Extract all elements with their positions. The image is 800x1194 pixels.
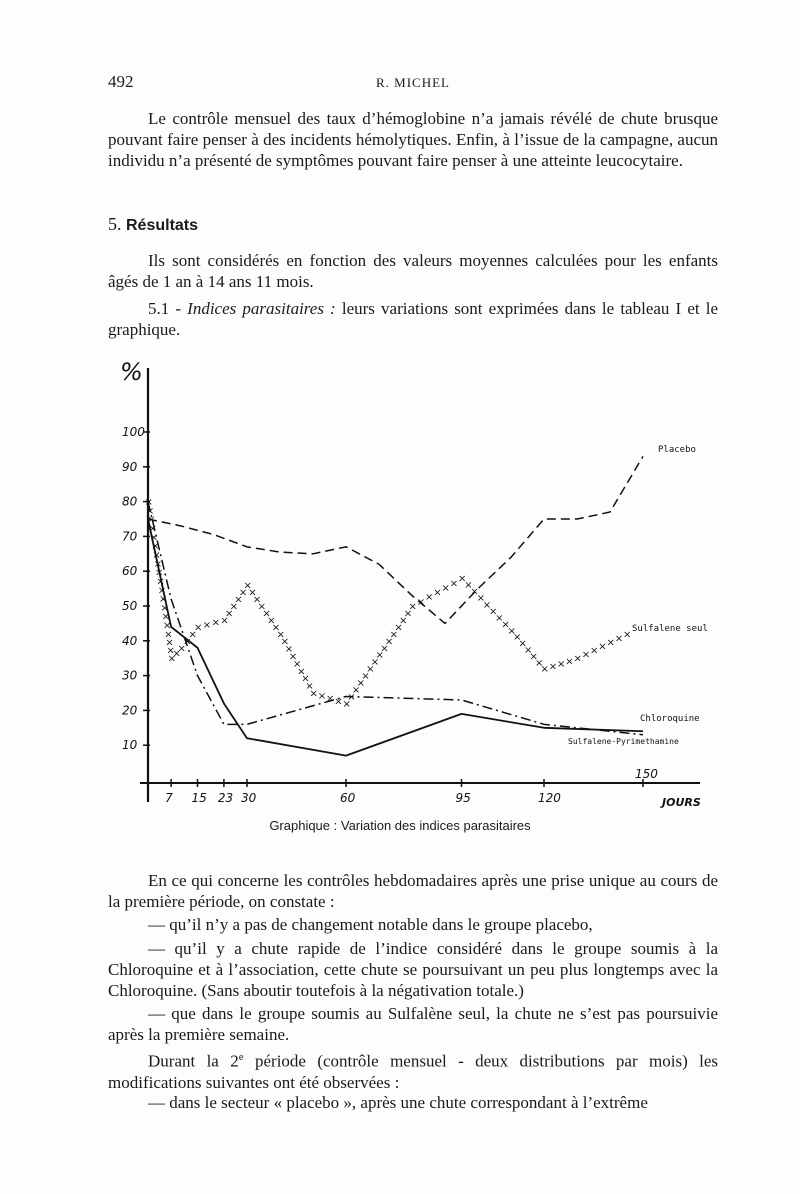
data-point: × <box>470 586 479 598</box>
data-point: × <box>262 608 271 620</box>
data-point: × <box>267 615 276 627</box>
data-point: × <box>408 601 417 613</box>
data-point: × <box>229 601 239 613</box>
paragraph-sulfalene-note: — que dans le groupe soumis au Sulfalène seul, la chute ne s’est pas poursuivie après la première semaine. <box>108 1004 718 1044</box>
data-point: × <box>482 599 492 611</box>
data-point: × <box>403 608 413 620</box>
data-point: × <box>518 638 527 650</box>
data-point: × <box>590 645 599 657</box>
y-tick-label: 10 <box>122 738 138 753</box>
data-point: × <box>160 602 169 614</box>
data-point: × <box>614 633 624 645</box>
data-point: × <box>257 601 267 613</box>
y-tick-label: 100 <box>122 425 145 439</box>
x-tick-label: 95 <box>455 791 471 805</box>
data-point: × <box>573 653 582 665</box>
y-tick-label: 90 <box>122 459 138 474</box>
y-tick-label: 30 <box>122 668 138 683</box>
paragraph-placebo-sector: — dans le secteur « placebo », après une chute correspondant à l’extrême <box>148 1093 648 1112</box>
data-point: × <box>375 650 384 662</box>
data-point: × <box>293 658 302 670</box>
y-tick-label: 70 <box>122 529 138 544</box>
data-point: × <box>147 514 156 526</box>
data-point: × <box>557 658 566 670</box>
data-point: × <box>297 666 306 678</box>
data-point: × <box>167 653 176 665</box>
page-number: 492 <box>108 72 134 91</box>
series-labels <box>568 445 708 746</box>
paragraph-placebo-note: — qu’il n’y a pas de changement notable dans le groupe placebo, <box>148 915 593 934</box>
data-point: × <box>425 592 434 604</box>
y-ticks <box>122 425 150 752</box>
data-point: × <box>152 549 161 561</box>
x-tick-label: 60 <box>340 791 356 805</box>
data-point: × <box>288 651 298 663</box>
y-axis-label: % <box>120 358 143 386</box>
data-point: × <box>606 637 615 649</box>
data-point: × <box>334 696 343 708</box>
data-point: × <box>384 636 394 648</box>
data-point: × <box>211 617 220 629</box>
data-point: × <box>155 567 164 579</box>
data-point: × <box>202 620 212 632</box>
data-point: × <box>238 587 248 599</box>
data-point: × <box>458 573 467 585</box>
second-period-start: Durant la 2 <box>148 1051 239 1071</box>
paragraph-hemoglobin: Le contrôle mensuel des taux d’hémoglobine n’a jamais révélé de chute brusque pouvant faire penser à des incidents hémolytiques. Enfin, à l’issue de la campagne, aucun individu n’a présenté de symptômes pouvant faire penser à une atteinte leucocytaire. <box>108 109 718 170</box>
data-point: × <box>441 582 450 594</box>
data-point: × <box>389 629 399 641</box>
data-point: × <box>433 587 442 599</box>
data-point: × <box>280 636 290 648</box>
label-sulfalene-seul: Sulfalene seul <box>632 624 708 634</box>
data-point: × <box>326 693 335 705</box>
data-point: × <box>166 645 175 657</box>
label-placebo: Placebo <box>658 445 696 455</box>
data-point: × <box>361 671 370 683</box>
series-placebo <box>145 456 643 623</box>
data-point: × <box>317 691 327 703</box>
data-point: × <box>581 649 591 661</box>
data-point: × <box>501 619 510 631</box>
data-point: × <box>234 594 243 606</box>
data-point: × <box>394 622 403 634</box>
section-title: Résultats <box>126 217 199 234</box>
running-head: R. MICHEL <box>376 75 450 90</box>
data-point: × <box>165 637 174 649</box>
x-tick-label: 30 <box>241 791 257 805</box>
data-point: × <box>271 622 281 634</box>
series-sulfalene-seul <box>145 497 632 710</box>
data-point: × <box>565 656 574 668</box>
data-point: × <box>366 664 375 676</box>
paragraph-results-intro: Ils sont considérés en fonction des valeurs moyennes calculées pour les enfants âgés de 1 an à 14 ans 11 mois. <box>108 251 718 291</box>
label-chloroquine: Chloroquine <box>640 714 700 724</box>
data-point: × <box>476 593 485 605</box>
data-point: × <box>370 657 380 669</box>
figure-caption: Graphique : Variation des indices parasitaires <box>269 818 531 833</box>
data-point: × <box>162 620 172 632</box>
subsection-title: Indices parasitaires : <box>187 299 336 318</box>
data-point: × <box>351 685 361 697</box>
data-point: × <box>225 608 234 620</box>
data-point: × <box>144 497 153 509</box>
data-point: × <box>172 648 181 660</box>
data-point: × <box>416 596 426 608</box>
paragraph-second-period <box>108 1047 718 1093</box>
data-point: × <box>548 661 558 673</box>
data-point: × <box>488 606 498 618</box>
x-ticks <box>165 767 658 805</box>
data-point: × <box>305 681 314 693</box>
data-point: × <box>177 643 186 655</box>
data-point: × <box>153 558 163 570</box>
x-tick-label: 23 <box>217 791 234 805</box>
data-point: × <box>301 673 310 685</box>
data-point: × <box>183 636 192 648</box>
subsection-text: leurs variations sont exprimées dans le tableau I et le graphique. <box>108 299 718 339</box>
x-tick-label: 150 <box>635 767 658 781</box>
data-point: × <box>524 645 533 656</box>
data-point: × <box>399 615 408 627</box>
x-tick-label: 15 <box>191 791 207 805</box>
data-point: × <box>276 629 285 641</box>
data-point: × <box>157 585 167 597</box>
chart-series <box>145 456 644 755</box>
y-tick-label: 20 <box>122 703 138 718</box>
data-point: × <box>248 587 257 599</box>
x-tick-label: 120 <box>538 791 561 805</box>
data-point: × <box>220 615 229 627</box>
label-sulfalene-pyrimethamine: Sulfalene-Pyrimethamine <box>568 737 679 746</box>
paragraph-chloroquine-note: — qu’il y a chute rapide de l’indice considéré dans le groupe soumis à la Chloroquine et à l’association, cette chute se poursuivant un peu plus longtemps avec la Chloroquine. (Sans aboutir toutefois à la négativation totale.) <box>108 939 718 1000</box>
data-point: × <box>252 594 262 606</box>
data-point: × <box>151 541 160 553</box>
data-point: × <box>529 651 538 663</box>
data-point: × <box>513 632 522 644</box>
data-point: × <box>356 678 366 690</box>
data-point: × <box>495 612 504 624</box>
data-point: × <box>159 594 168 606</box>
y-tick-label: 40 <box>122 633 138 648</box>
data-point: × <box>243 580 252 592</box>
data-point: × <box>623 629 632 641</box>
data-point: × <box>161 611 171 623</box>
data-point: × <box>449 578 459 590</box>
data-point: × <box>164 629 173 641</box>
y-tick-label: 80 <box>122 494 138 509</box>
x-axis-label: JOURS <box>662 796 701 809</box>
y-tick-label: 60 <box>122 564 138 579</box>
section-number: 5. <box>108 214 122 234</box>
data-point: × <box>148 523 157 535</box>
data-point: × <box>347 691 356 703</box>
data-point: × <box>598 641 607 653</box>
y-tick-label: 50 <box>122 599 138 613</box>
data-point: × <box>145 505 155 517</box>
second-period-sup: e <box>238 1051 244 1063</box>
x-tick-label: 7 <box>165 791 173 805</box>
data-point: × <box>284 644 294 656</box>
data-point: × <box>194 622 203 634</box>
second-period-rest: période (contrôle mensuel - deux distributions par mois) les modifications suivantes ont été observées : <box>108 1051 718 1092</box>
data-point: × <box>380 643 389 655</box>
data-point: × <box>309 688 318 700</box>
data-point: × <box>535 657 544 669</box>
paragraph-weekly-controls: En ce qui concerne les contrôles hebdomadaires après une prise unique au cours de la première période, on constate : <box>108 871 718 911</box>
data-point: × <box>188 629 197 641</box>
subsection-number: 5.1 - <box>148 299 188 318</box>
data-point: × <box>464 580 473 592</box>
data-point: × <box>507 625 516 637</box>
data-point: × <box>540 664 549 676</box>
data-point: × <box>149 532 159 544</box>
data-point: × <box>156 576 165 588</box>
data-point: × <box>342 698 351 710</box>
